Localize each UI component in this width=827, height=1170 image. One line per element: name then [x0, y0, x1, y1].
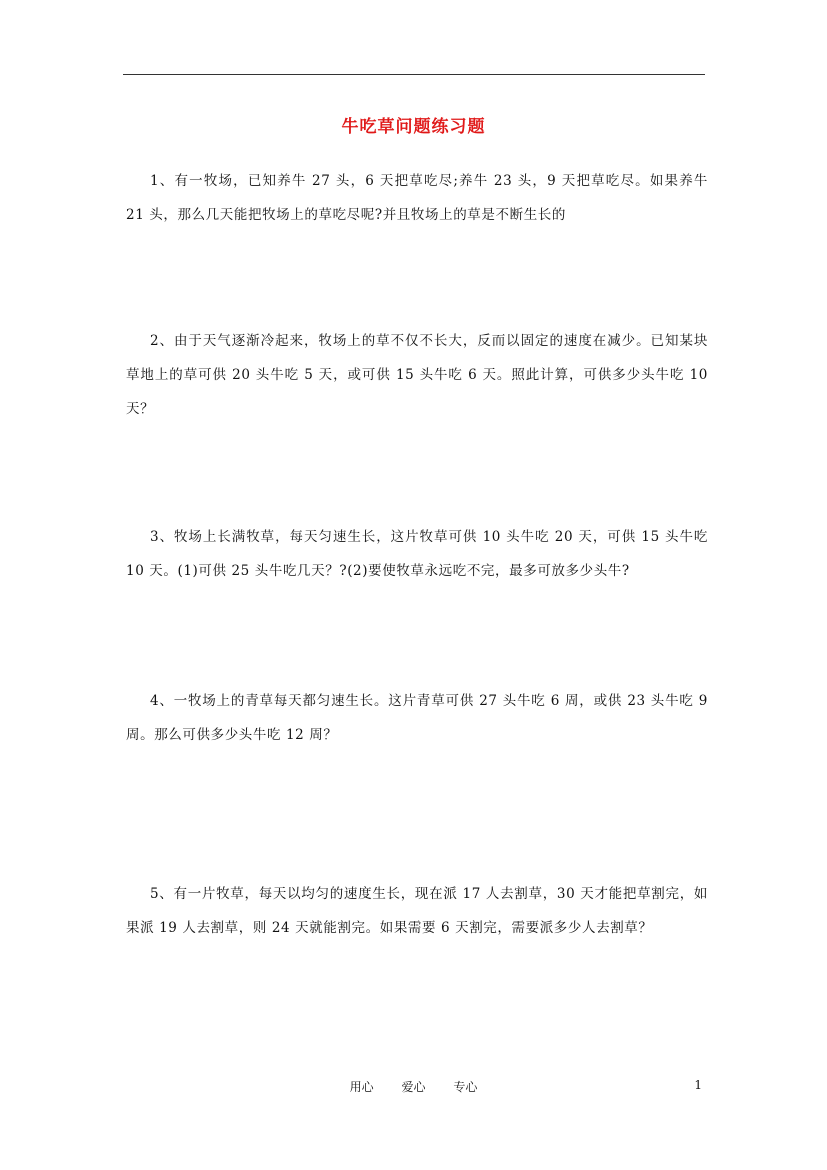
- question-4: 4、一牧场上的青草每天都匀速生长。这片青草可供 27 头牛吃 6 周，或供 23 头牛吃 9 周。那么可供多少头牛吃 12 周？: [126, 693, 708, 743]
- header-rule: [123, 74, 705, 75]
- question-2: 2、由于天气逐渐冷起来，牧场上的草不仅不长大，反而以固定的速度在减少。已知某块草地上的草可供 20 头牛吃 5 天，或可供 15 头牛吃 6 天。照此计算，可供多少头牛吃 10 天？: [126, 333, 708, 417]
- question-1: 1、有一牧场，已知养牛 27 头，6 天把草吃尽;养牛 23 头，9 天把草吃尽。如果养牛 21 头，那么几天能把牧场上的草吃尽呢?并且牧场上的草是不断生长的: [126, 173, 708, 223]
- page-number: 1: [694, 1078, 702, 1092]
- question-3: 3、牧场上长满牧草，每天匀速生长，这片牧草可供 10 头牛吃 20 天，可供 15 头牛吃 10 天。(1)可供 25 头牛吃几天？?(2)要使牧草永远吃不完，最多可放多少头牛?: [126, 529, 708, 579]
- footer-slogan-2: 爱心: [401, 1080, 426, 1094]
- footer-slogan-3: 专心: [453, 1080, 478, 1094]
- question-5: 5、有一片牧草，每天以均匀的速度生长，现在派 17 人去割草，30 天才能把草割完，如果派 19 人去割草，则 24 天就能割完。如果需要 6 天割完，需要派多少人去割草？: [126, 886, 708, 936]
- footer-slogan-1: 用心: [349, 1080, 374, 1094]
- footer-slogan: [0, 1078, 827, 1095]
- page-title: 牛吃草问题练习题: [341, 117, 486, 137]
- page-footer: [0, 1078, 827, 1098]
